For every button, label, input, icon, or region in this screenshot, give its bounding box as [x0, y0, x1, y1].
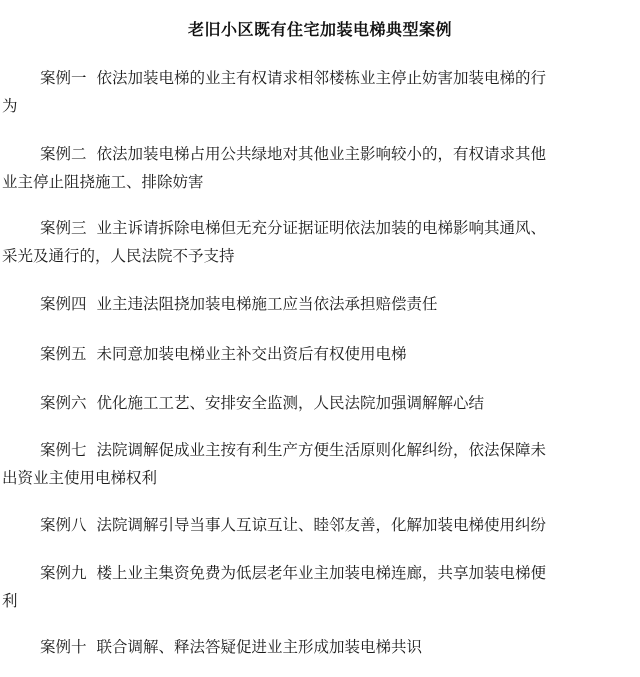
case-text: 未同意加装电梯业主补交出资后有权使用电梯	[96, 345, 407, 363]
case-text-continued: 利	[2, 592, 18, 610]
case-label: 案例五	[40, 345, 87, 363]
case-text-continued: 采光及通行的，人民法院不予支持	[2, 247, 235, 265]
case-label: 案例三	[40, 219, 87, 237]
case-item-7	[0, 436, 634, 492]
case-label: 案例二	[40, 145, 87, 163]
case-text-continued: 出资业主使用电梯权利	[2, 469, 158, 487]
case-label: 案例十	[40, 638, 87, 656]
case-label: 案例八	[40, 516, 87, 534]
case-text: 依法加装电梯的业主有权请求相邻楼栋业主停止妨害加装电梯的行	[96, 69, 547, 87]
case-label: 案例七	[40, 441, 87, 459]
case-text: 联合调解、释法答疑促进业主形成加装电梯共识	[96, 638, 423, 656]
case-text: 优化施工工艺、安排安全监测，人民法院加强调解解心结	[96, 394, 485, 412]
case-text: 楼上业主集资免费为低层老年业主加装电梯连廊，共享加装电梯便	[96, 564, 547, 582]
case-label: 案例四	[40, 295, 87, 313]
case-item-6	[0, 389, 634, 417]
case-item-8	[0, 511, 634, 539]
case-text-continued: 业主停止阻挠施工、排除妨害	[2, 173, 204, 191]
case-item-2	[0, 140, 634, 196]
case-text: 法院调解引导当事人互谅互让、睦邻友善，化解加装电梯使用纠纷	[96, 516, 547, 534]
case-label: 案例一	[40, 69, 87, 87]
case-text: 依法加装电梯占用公共绿地对其他业主影响较小的，有权请求其他	[96, 145, 547, 163]
case-item-1	[0, 64, 634, 120]
case-text: 法院调解促成业主按有利生产方便生活原则化解纠纷，依法保障未	[96, 441, 547, 459]
case-item-5	[0, 340, 634, 368]
case-item-3	[0, 214, 634, 270]
case-item-9	[0, 559, 634, 615]
case-item-10	[0, 633, 634, 661]
case-text-continued: 为	[2, 97, 18, 115]
case-label: 案例九	[40, 564, 87, 582]
case-text: 业主违法阻挠加装电梯施工应当依法承担赔偿责任	[96, 295, 438, 313]
case-label: 案例六	[40, 394, 87, 412]
case-item-4	[0, 290, 634, 318]
case-text: 业主诉请拆除电梯但无充分证据证明依法加装的电梯影响其通风、	[96, 219, 547, 237]
document-title: 老旧小区既有住宅加装电梯典型案例	[187, 20, 452, 39]
